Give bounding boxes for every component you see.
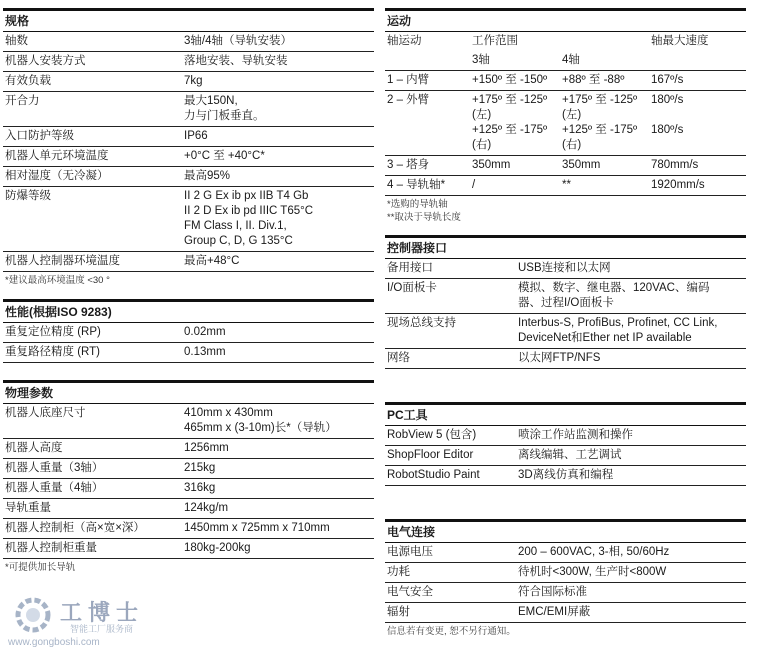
value-line: 3轴/4轴（导轨安装） (184, 35, 292, 47)
row-value (184, 343, 374, 362)
motion-header-range: 工作范围 (472, 35, 518, 47)
motion-row (385, 71, 746, 91)
electrical-section (385, 519, 746, 640)
motion-subheader-row (385, 51, 746, 71)
motion-row (385, 91, 746, 156)
motion-section (385, 8, 746, 226)
motion-note: **取决于导轨长度 (387, 212, 461, 223)
performance-title: 性能(根据ISO 9283) (3, 299, 374, 323)
motion-header-axis: 轴运动 (387, 35, 422, 47)
value-line: 215kg (184, 462, 216, 474)
table-row (3, 52, 374, 72)
row-value (184, 499, 374, 518)
motion-subheader-blank (385, 51, 472, 70)
motion-range-3axis (472, 176, 562, 195)
value-line: 最高+48°C (184, 255, 240, 267)
motion-speed (651, 71, 746, 90)
row-label: 导轨重量 (5, 502, 51, 514)
row-label: 入口防护等级 (5, 130, 74, 142)
row-value (184, 167, 374, 186)
table-row (3, 539, 374, 559)
physical-rows (3, 404, 374, 559)
motion-speed (651, 91, 746, 155)
value-line: +175º 至 -125º (472, 94, 548, 106)
row-label: 网络 (387, 352, 410, 364)
table-row (385, 603, 746, 623)
row-label: 防爆等级 (5, 190, 51, 202)
motion-range-4axis (562, 156, 651, 175)
value-line: IP66 (184, 130, 208, 142)
value-line: II 2 D Ex ib pd IIIC T65°C (184, 205, 314, 217)
row-value (518, 349, 746, 368)
pc-tools-rows (385, 426, 746, 486)
row-value (518, 446, 746, 465)
row-label: 相对湿度（无冷凝） (5, 170, 109, 182)
value-line: 符合国际标准 (518, 586, 587, 598)
motion-range-4axis (562, 176, 651, 195)
row-label: 机器人高度 (5, 442, 63, 454)
value-line: 7kg (184, 75, 203, 87)
row-value (518, 259, 746, 278)
table-row (3, 72, 374, 92)
motion-axis (385, 176, 472, 195)
motion-subheader-3axis: 3轴 (472, 54, 490, 66)
table-row (3, 459, 374, 479)
row-label: 机器人重量（3轴） (5, 462, 104, 474)
value-line: 350mm (562, 159, 601, 171)
left-column (3, 0, 374, 576)
gear-logo-icon (10, 592, 56, 638)
motion-row (385, 156, 746, 176)
row-value (184, 439, 374, 458)
row-label: 功耗 (387, 566, 410, 578)
row-value (518, 563, 746, 582)
row-value (518, 583, 746, 602)
table-row (3, 252, 374, 272)
value-line: 316kg (184, 482, 216, 494)
right-column (385, 0, 746, 640)
row-value (184, 52, 374, 71)
pc-tools-title: PC工具 (385, 402, 746, 426)
value-line: 喷涂工作站监测和操作 (518, 429, 633, 441)
motion-row (385, 176, 746, 196)
value-line: (右) (562, 139, 582, 151)
table-row (3, 499, 374, 519)
row-value (184, 252, 374, 271)
row-label: 机器人控制柜（高×宽×深） (5, 522, 145, 534)
row-label: RobotStudio Paint (387, 469, 480, 481)
table-row (3, 187, 374, 252)
motion-range-3axis (472, 156, 562, 175)
row-label: 重复路径精度 (RT) (5, 346, 100, 358)
value-line: 3D离线仿真和编程 (518, 469, 614, 481)
value-line: 465mm x (3-10m)长*（导轨） (184, 422, 337, 434)
electrical-footer: 信息若有变更, 恕不另行通知。 (387, 626, 516, 637)
table-row (385, 426, 746, 446)
value-line: 最高95% (184, 170, 231, 182)
table-row (3, 404, 374, 439)
value-line: 待机时<300W, 生产时<800W (518, 566, 667, 578)
table-row (3, 147, 374, 167)
performance-section (3, 299, 374, 363)
row-label: 电源电压 (387, 546, 433, 558)
row-label: ShopFloor Editor (387, 449, 474, 461)
value-line: 1 – 内臂 (387, 74, 430, 86)
table-row (3, 92, 374, 127)
value-line: 0.13mm (184, 346, 226, 358)
table-row (385, 314, 746, 349)
value-line: +88º 至 -88º (562, 74, 625, 86)
motion-range-4axis (562, 71, 651, 90)
value-line: FM Class I, II. Div.1, (184, 220, 287, 232)
row-value (184, 92, 374, 126)
motion-range-3axis (472, 71, 562, 90)
row-label: 开合力 (5, 95, 40, 107)
value-line: 最大150N, (184, 95, 238, 107)
value-line: Group C, D, G 135°C (184, 235, 293, 247)
motion-speed (651, 156, 746, 175)
row-value (518, 314, 746, 348)
table-row (385, 349, 746, 369)
value-line (651, 108, 746, 123)
row-value (184, 323, 374, 342)
value-line: 力与门板垂直。 (184, 110, 265, 122)
electrical-rows (385, 543, 746, 623)
watermark-url: www.gongboshi.com (8, 637, 100, 648)
row-label: RobView 5 (包含) (387, 429, 477, 441)
motion-header-speed: 轴最大速度 (651, 35, 709, 47)
row-value (184, 187, 374, 251)
row-label: 备用接口 (387, 262, 433, 274)
value-line: 器、过程I/O面板卡 (518, 297, 614, 309)
value-line: 180º/s (651, 94, 684, 106)
motion-header-row (385, 32, 746, 51)
table-row (385, 543, 746, 563)
value-line: ** (562, 179, 571, 191)
table-row (385, 466, 746, 486)
motion-range-3axis (472, 91, 562, 155)
table-row (385, 583, 746, 603)
table-row (3, 519, 374, 539)
row-label: 轴数 (5, 35, 28, 47)
row-value (184, 32, 374, 51)
row-label: 机器人重量（4轴） (5, 482, 104, 494)
value-line: +175º 至 -125º (562, 94, 638, 106)
table-row (385, 279, 746, 314)
watermark-title: 工博士 (60, 600, 145, 625)
row-value (518, 279, 746, 313)
controller-title: 控制器接口 (385, 235, 746, 259)
value-line: +125º 至 -175º (562, 124, 638, 136)
value-line: +150º 至 -150º (472, 74, 548, 86)
row-label: 机器人控制柜重量 (5, 542, 97, 554)
row-value (184, 127, 374, 146)
row-value (184, 404, 374, 438)
watermark-subtitle: 智能工厂服务商 (70, 624, 134, 634)
value-line: EMC/EMI屏蔽 (518, 606, 591, 618)
row-value (518, 603, 746, 622)
electrical-title: 电气连接 (385, 519, 746, 543)
value-line: 离线编辑、工艺调试 (518, 449, 622, 461)
value-line: (右) (472, 139, 492, 151)
value-line: 180º/s (651, 124, 684, 136)
motion-subheader-4axis: 4轴 (562, 54, 580, 66)
value-line: 2 – 外臂 (387, 94, 430, 106)
motion-axis (385, 156, 472, 175)
value-line: 180kg-200kg (184, 542, 251, 554)
row-value (518, 466, 746, 485)
table-row (385, 259, 746, 279)
row-value (184, 147, 374, 166)
table-row (3, 32, 374, 52)
pc-tools-section (385, 402, 746, 486)
controller-section (385, 235, 746, 369)
value-line: 1450mm x 725mm x 710mm (184, 522, 330, 534)
motion-axis (385, 91, 472, 155)
value-line: DeviceNet和Ether net IP available (518, 332, 692, 344)
value-line: USB连接和以太网 (518, 262, 611, 274)
row-label: I/O面板卡 (387, 282, 437, 294)
value-line: II 2 G Ex ib px IIB T4 Gb (184, 190, 309, 202)
value-line: +125º 至 -175º (472, 124, 548, 136)
value-line: 410mm x 430mm (184, 407, 273, 419)
value-line: 200 – 600VAC, 3-相, 50/60Hz (518, 546, 670, 558)
value-line: (左) (562, 109, 582, 121)
table-row (3, 479, 374, 499)
value-line: 124kg/m (184, 502, 229, 514)
row-value (184, 459, 374, 478)
value-line: 167º/s (651, 74, 684, 86)
value-line: / (472, 179, 476, 191)
physical-note: *可提供加长导轨 (5, 562, 76, 573)
value-line: Interbus-S, ProfiBus, Profinet, CC Link, (518, 317, 718, 329)
motion-speed (651, 176, 746, 195)
table-row (385, 563, 746, 583)
value-line: 落地安装、导轨安装 (184, 55, 288, 67)
value-line: 4 – 导轨轴* (387, 179, 446, 191)
row-label: 重复定位精度 (RP) (5, 326, 101, 338)
row-value (184, 519, 374, 538)
row-label: 机器人底座尺寸 (5, 407, 86, 419)
specs-rows (3, 32, 374, 272)
watermark-logo (8, 592, 158, 654)
motion-axis (385, 71, 472, 90)
motion-range-4axis (562, 91, 651, 155)
value-line: (左) (472, 109, 492, 121)
value-line: 780mm/s (651, 159, 699, 171)
row-label: 机器人单元环境温度 (5, 150, 109, 162)
performance-rows (3, 323, 374, 363)
motion-title: 运动 (385, 8, 746, 32)
value-line: 1920mm/s (651, 179, 705, 191)
table-row (3, 167, 374, 187)
row-label: 电气安全 (387, 586, 433, 598)
row-value (518, 426, 746, 445)
value-line: 0.02mm (184, 326, 226, 338)
specs-title: 规格 (3, 8, 374, 32)
value-line: 1256mm (184, 442, 229, 454)
table-row (3, 127, 374, 147)
motion-rows (385, 71, 746, 196)
row-value (184, 539, 374, 558)
row-label: 现场总线支持 (387, 317, 456, 329)
row-label: 机器人安装方式 (5, 55, 86, 67)
row-value (518, 543, 746, 562)
physical-section (3, 380, 374, 576)
motion-subheader-blank2 (651, 51, 746, 70)
specs-section (3, 8, 374, 289)
value-line: 模拟、数字、继电器、120VAC、编码 (518, 282, 710, 294)
table-row (3, 439, 374, 459)
value-line: 3 – 塔身 (387, 159, 430, 171)
value-line: 以太网FTP/NFS (518, 352, 601, 364)
value-line: +0°C 至 +40°C* (184, 150, 265, 162)
motion-note: *选购的导轨轴 (387, 199, 448, 210)
row-value (184, 72, 374, 91)
table-row (385, 446, 746, 466)
physical-title: 物理参数 (3, 380, 374, 404)
row-label: 有效负载 (5, 75, 51, 87)
motion-notes (385, 196, 746, 226)
value-line (651, 138, 746, 153)
table-row (3, 323, 374, 343)
specs-note: *建议最高环境温度 <30 ° (5, 275, 110, 286)
value-line: 350mm (472, 159, 511, 171)
controller-rows (385, 259, 746, 369)
row-value (184, 479, 374, 498)
row-label: 辐射 (387, 606, 410, 618)
row-label: 机器人控制器环境温度 (5, 255, 120, 267)
table-row (3, 343, 374, 363)
